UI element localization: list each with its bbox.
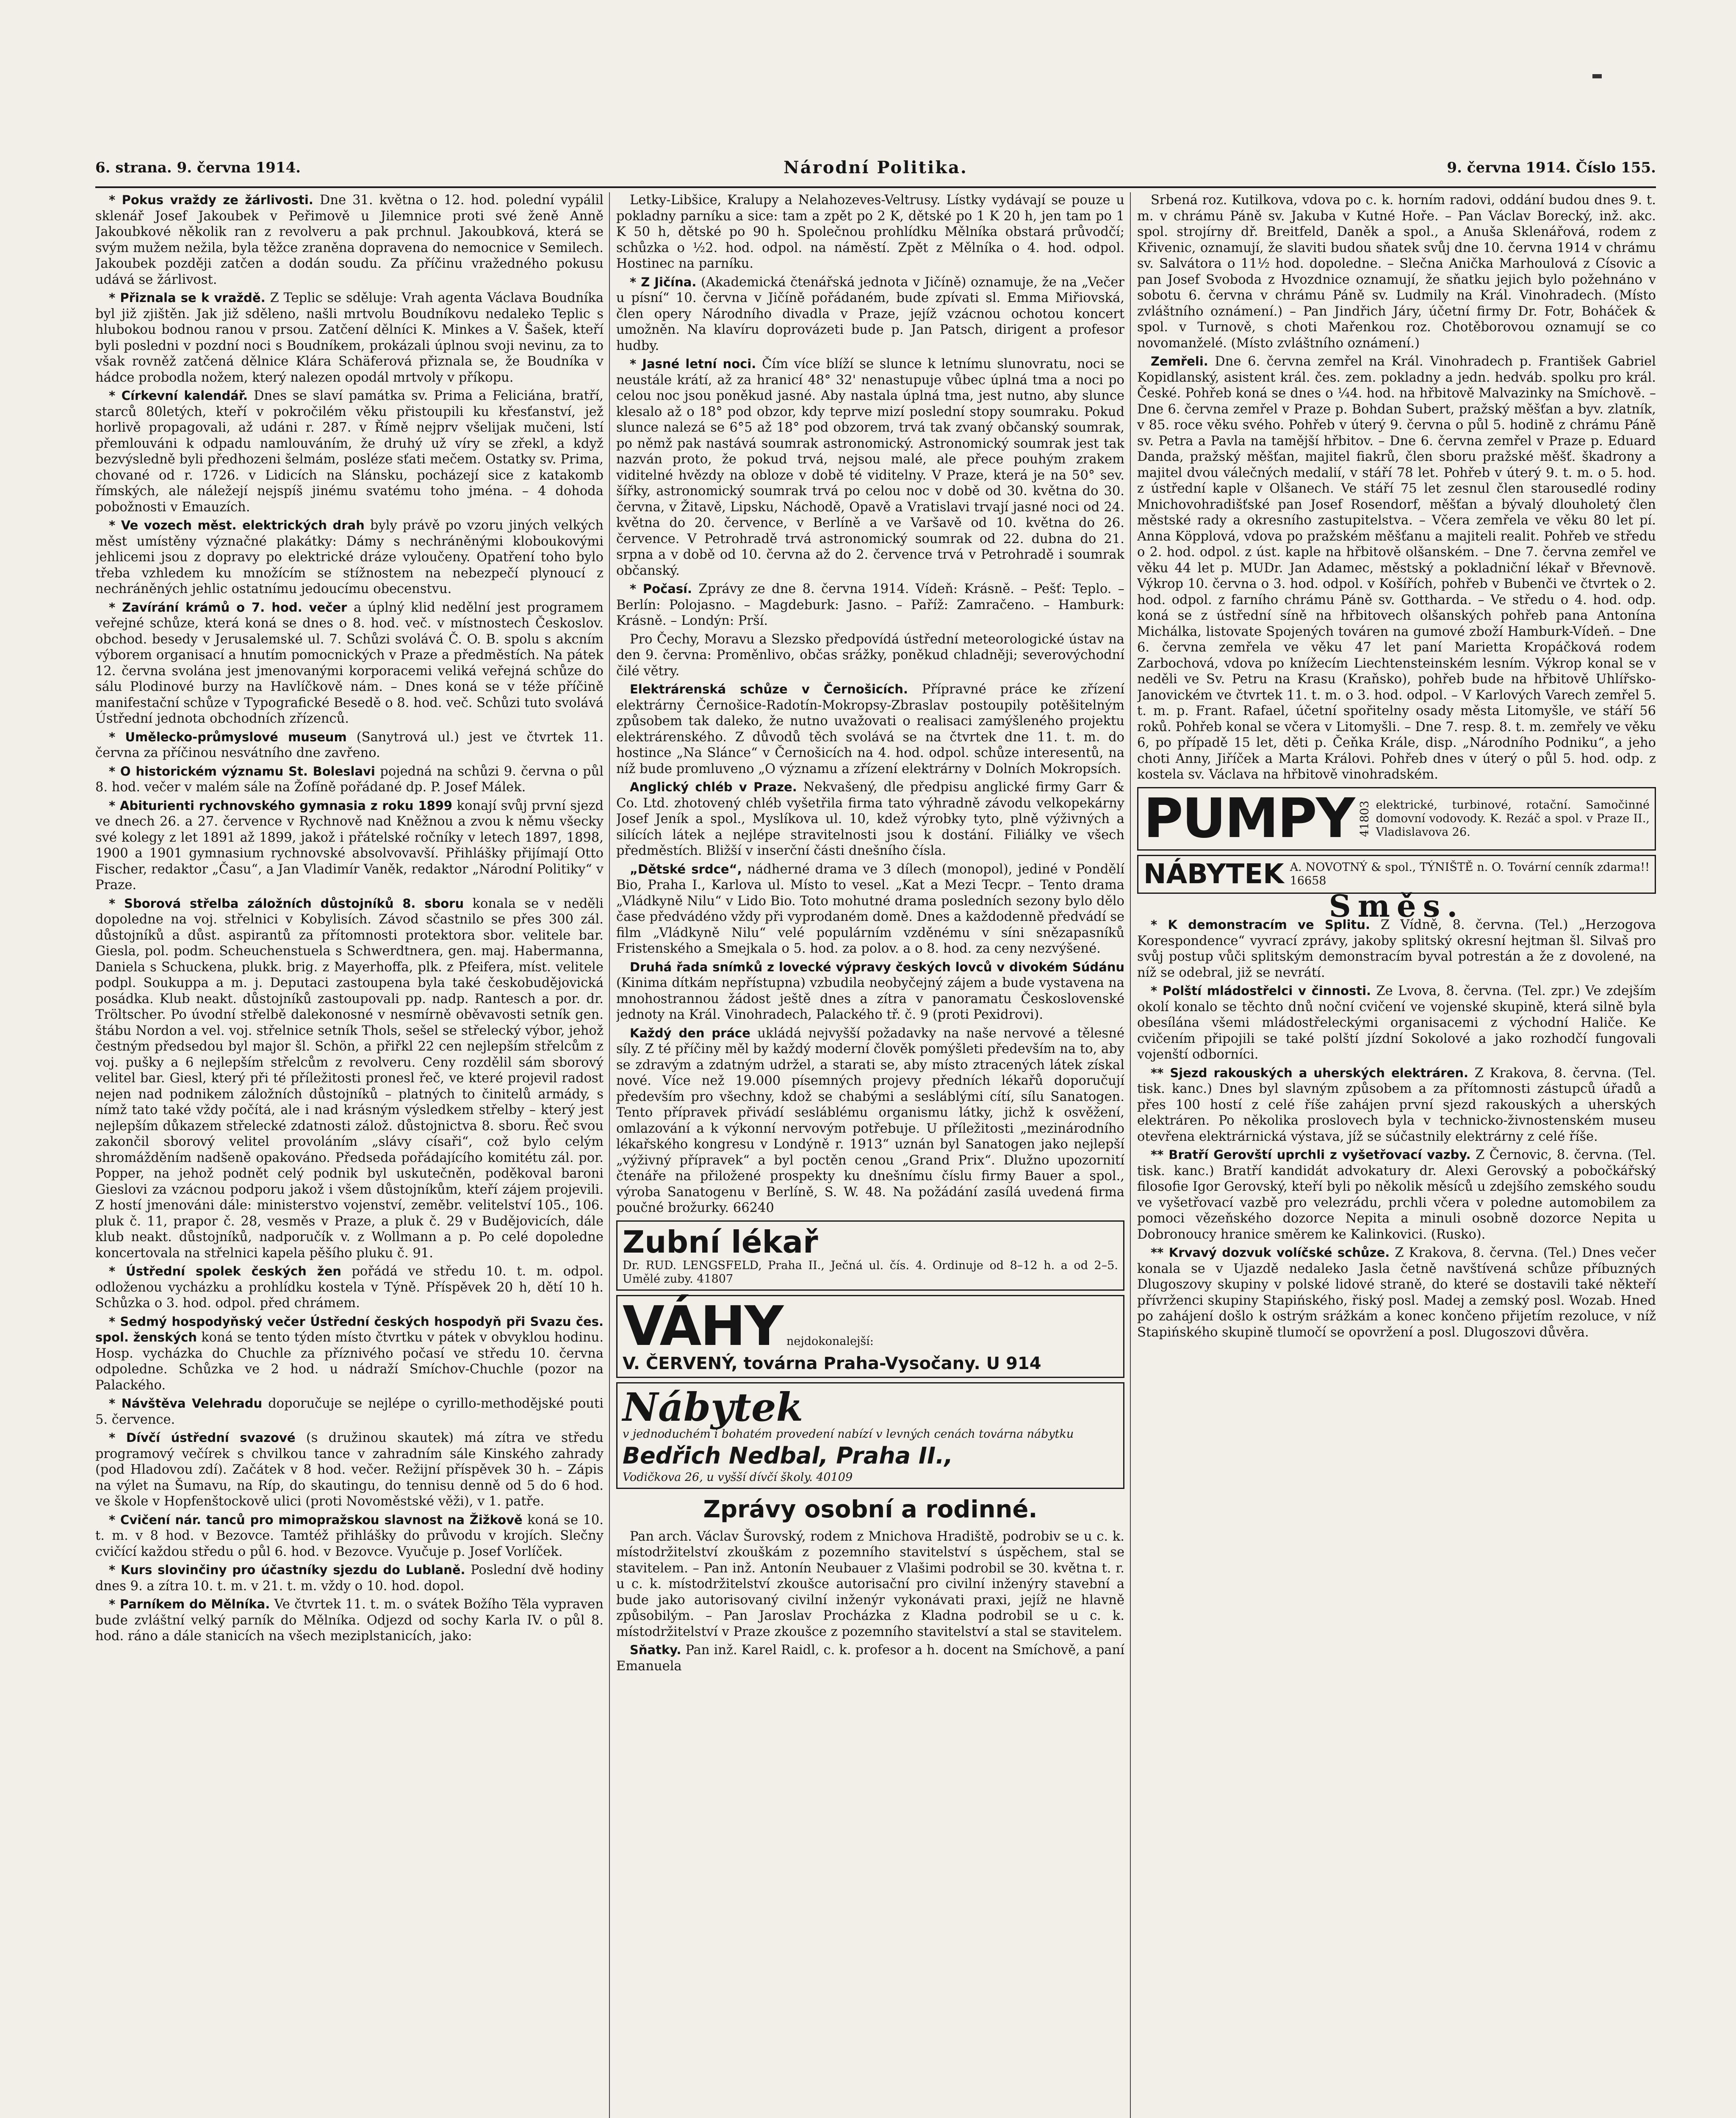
article: * Sedmý hospodyňský večer Ústřední českých hospodyň při Svazu čes. spol. ženských koná se tento týden místo čtvrtku v pátek v obvyklou hodinu. Hosp. vycházka do Chuchle za příznivého počasí ve středu 10. června odpoledne. Schůzka ve 2 hod. u nádraží Smíchov-Chuchle (pozor na Palackého. [95, 1314, 604, 1393]
article: * Cvičení nár. tanců pro mimopražskou slavnost na Žižkově koná se 10. t. m. v 8 hod. v Bezovce. Tamtéž přihlášky do průvodu v krojích. Slečny cvičící každou středu o půl 6. hod. v Bezovce. Vyučuje p. Josef Vorlíček. [95, 1512, 604, 1559]
article: * Církevní kalendář. Dnes se slaví památka sv. Prima a Feliciána, bratří, starců 80letých, kteří v pokročilém věku přistoupili ku křesťanství, jež horlivě propagovali, až udáni r. 287. v Římě nejprv všelijak mučeni, lstí přemlouváni k odpadu namlouváním, že druhý už víry se zřekl, a když bezvýsledně byli předhozeni šelmám, posléze sťati mečem. Ostatky sv. Prima, chované od r. 1726. v Lidicích na Slánsku, pocházejí sice z katakomb římských, ale náležejí nejspíš jinému svatému toho jména. – 4 dohoda pobožnosti v Emauzích. [95, 388, 604, 515]
margin-mark [1592, 74, 1602, 78]
article: * O historickém významu St. Boleslavi pojedná na schůzi 9. června o půl 8. hod. večer v malém sále na Žofíně pořádané dp. P. Josef Málek. [95, 764, 604, 795]
header-left: 6. strana. 9. června 1914. [95, 159, 301, 176]
ad-pumps-text: elektrické, turbinové, rotační. Samočinné domovní vodovody. K. Rezáč a spol. v Praze II., Vladislavova 26. [1376, 798, 1650, 839]
ad-furniture-firm: Bedřich Nedbal, Praha II., [623, 1442, 953, 1469]
article: Letky-Libšice, Kralupy a Nelahozeves-Veltrusy. Lístky vydávají se pouze u pokladny parníku a sice: tam a zpět po 2 K, dětské po 1 K 20 h, jen tam po 1 K 50 h, dětské po 90 h. Společnou prohlídku Mělníka obstará průvodčí; schůzka o ½2. hod. odpol. na náměstí. Zpět z Mělníka o 4. hod. odpol. Hostinec na parníku. [616, 193, 1124, 271]
column-1 [95, 192, 604, 2118]
article: * Jasné letní noci. Čím více blíží se slunce k letnímu slunovratu, noci se neustále krátí, až za hranicí 48° 32' nenastupuje vůbec úplná tma a noci po celou noc jsou poněkud jasné. Aby nastala úplná tma, jest nutno, aby slunce klesalo až o 18° pod obzor, kdy teprve mizí poslední stopy soumraku. Pokud slunce nalezá se 6°5 až 18° pod obzorem, trvá tak zvaný občanský soumrak, po němž pak nastává soumrak astronomický. Astronomický soumrak jest tak nazván proto, že pokud trvá, nejsou malé, ale přece pouhým zrakem viditelné hvězdy na obloze v době té viditelny. V Praze, která je na 50° sev. šířky, astronomický soumrak trvá po celou noc v době od 30. května do 30. června, v Žitavě, Lipsku, Náchodě, Opavě a Vratislavi trvají jasné noci od 24. května do 20. července, v Berlíně a ve Varšavě od 10. května do 26. července. V Petrohradě trvá astronomický soumrak od 22. dubna do 21. srpna a v době od 10. června až do 2. července trvá v Petrohradě i soumrak občanský. [616, 357, 1124, 578]
section-title: Směs. [1329, 887, 1465, 924]
article: Elektrárenská schůze v Černošicích. Přípravné práce ke zřízení elektrárny Černošice-Radotín-Mokropsy-Zbraslav postoupily potěšitelným způsobem tak daleko, že nutno uvažovati o realisaci zamýšleného projektu elektrárenského. Z důvodů těch svolává se na čtvrtek dne 11. t. m. do hostince „Na Slánce“ v Černošicích na 4. hod. odpol. schůze interesentů, na níž bude promluveno „O významu a zřízení elektrárny v Dolních Mokropsích. [616, 682, 1124, 776]
ad-dentist-text: Dr. RUD. LENGSFELD, Praha II., Ječná ul. čís. 4. Ordinuje od 8–12 h. a od 2–5. Umělé zuby. 41807 [623, 1259, 1118, 1286]
ad-dentist-heading: Zubní lékař [623, 1224, 818, 1260]
article: * Zavírání krámů o 7. hod. večer a úplný klid nedělní jest programem veřejné schůze, která koná se dnes o 8. hod. več. v místnostech Českoslov. obchod. besedy v Jerusalemské ul. 7. Schůzi svolává Č. O. B. spolu s akcním výborem organisací a hnutím pomocnických v Praze a předměstích. Na pátek 12. června svolána jest jmenovanými korporacemi veliká veřejná schůze do sálu Plodinové burzy na Havlíčkově nám. – Dnes koná se v téže příčině manifestační schůze v Typografické Besedě o 8. hod. več. Schůzi tuto svolává Ústřední jednota obchodních zřízenců. [95, 600, 604, 726]
article: * Návštěva Velehradu doporučuje se nejlépe o cyrillo-methodějské pouti 5. července. [95, 1396, 604, 1427]
ad-novotny-heading: NÁBYTEK [1143, 858, 1284, 890]
ad-novotny-text: A. NOVOTNÝ & spol., TÝNIŠTĚ n. O. Tovární cenník zdarma!! 16658 [1290, 860, 1650, 887]
ad-furniture-address: Vodičkova 26, u vyšší dívčí školy. 40109 [623, 1470, 853, 1484]
ad-pumps-number: 41803 [1358, 800, 1371, 837]
article: Anglický chléb v Praze. Nekvašený, dle předpisu anglické firmy Garr & Co. Ltd. zhotovený chléb vyšetřila firma tato výhradně závodu velkopekárny Josef Jeník a spol., Myslíkova ul. 10, kdež výrobky tyto, plně výživných a silících látek a nejlépe stravitelnosti jsou k dostání. Filiálky ve všech předměstích. Bližší v inserční části dnešního čísla. [616, 780, 1124, 858]
ad-scales [616, 1295, 1124, 1378]
article: * Pokus vraždy ze žárlivosti. Dne 31. května o 12. hod. polední vypálil sklenář Josef Jakoubek v Peřimově u Jilemnice proti své ženě Anně Jakoubkové několik ran z revolveru a pak prchnul. Jakoubková, která se svým mužem nežila, byla těžce zraněna dopravena do nemocnice v Semilech. Jakoubek později zatčen a dodán soudu. Za příčinu vražedného pokusu udává se žárlivost. [95, 193, 604, 287]
article: * Abiturienti rychnovského gymnasia z roku 1899 konají svůj první sjezd ve dnech 26. a 27. července v Rychnově nad Kněžnou a zvou k němu všecky své kolegy z let 1891 až 1899, jakož i přátelské ročníky v letech 1897, 1898, 1900 a 1901 gymnasium rychnovské absolvovavší. Přihlášky přijímají Otto Fischer, redaktor „Času“, a Jan Vladimír Vaněk, redaktor „Národní Politiky“ v Praze. [95, 798, 604, 893]
article: ** Bratří Gerovští uprchli z vyšetřovací vazby. Z Černovic, 8. června. (Tel. tisk. kanc.) Bratří kandidát advokatury dr. Alexi Gerovský a pobočkářský filosofie Igor Gerovský, kteří byli po několik měsíců u zdejšího zemského soudu ve vyšetřovací vazbě pro velezrádu, prchli včera v poledne automobilem za pomoci vězeňského dozorce Nepita a minuli osobně dozorce Nepita u Dobronoucy hranice směrem ke Kalinkovici. (Rusko). [1137, 1148, 1656, 1242]
article: Druhá řada snímků z lovecké výpravy českých lovců v divokém Súdánu (Kinima dítkám nepřístupna) vzbudila neobyčejný zájem a bude vystavena na mnohostrannou žádost ještě dnes a zítra v panoramatu Československé jednoty na Král. Vinohradech, Palackého tř. č. 9 (proti Pexidrovi). [616, 959, 1124, 1022]
ad-dentist [616, 1220, 1124, 1291]
article: * Dívčí ústřední svazové (s družinou skautek) má zítra ve středu programový večírek s chvilkou tance v zahradním sále Kinského zahrady (pod Hladovou zdí). Začátek v 8 hod. večer. Režijní příspěvek 30 h. – Zápis na výlet na Šumavu, na Ríp, do skautingu, do tennisu denně od 5 do 6 hod. ve škole v Hopfenštockově ulici (proti Novoměstské věži), v 1. patře. [95, 1430, 604, 1509]
article: * K demonstracím ve Splitu. Z Vídně, 8. června. (Tel.) „Herzogova Korespondence“ vyvrací zprávy, jakoby splitský okresní hejtman šl. Silvaš pro svůj postup vůči splitským demonstracím byval potrestán a že z dovolené, na níž se odebral, již se nevrátí. [1137, 918, 1656, 980]
column-separator [1130, 192, 1131, 2118]
ad-pumps-heading: PUMPY [1143, 787, 1354, 850]
ad-furniture-heading: Nábytek [623, 1384, 803, 1430]
header-rule [95, 186, 1656, 188]
article: * Parníkem do Mělníka. Ve čtvrtek 11. t. m. o svátek Božího Těla vypraven bude zvláštní velký parník do Mělníka. Odjezd od sochy Karla IV. o půl 8. hod. ráno a dále stanicích na všech meziplstanicích, jako: [95, 1597, 604, 1644]
ad-scales-small: nejdokonalejší: [786, 1334, 874, 1348]
article: Pan arch. Václav Šurovský, rodem z Mnichova Hradiště, podrobiv se u c. k. místodržitelství zkouškám z pozemního stavitelství s úspěchem, stal se stavitelem. – Pan inž. Antonín Neubauer z Vlašimi podrobil se 30. května t. r. u c. k. místodržitelství zkoušce autorisační pro civilní inženýry stavební a bude jako autorisovaný civilní inženýr vykonávati praxi, jejíž ne hlavně způsobilým. – Pan Jaroslav Procházka z Kladna podrobil se u c. k. místodržitelství v Praze zkoušce z pozemního stavitelství a stal se stavitelem. [616, 1529, 1124, 1639]
article: Srbená roz. Kutilkova, vdova po c. k. horním radovi, oddání budou dnes 9. t. m. v chrámu Páně sv. Jakuba v Kutné Hoře. – Pan Václav Borecký, inž. akc. spol. strojírny dř. Breitfeld, Daněk a spol., a Anuša Sklenářová, rodem z Křivenic, oznamují, že slaviti budou sňatek svůj dne 10. června 1914 v chrámu sv. Salvátora o 11½ hod. dopoledne. – Slečna Anička Marhoulová z Císovic a pan Josef Svoboda z Hvozdnice oznamují, že sňatku jejich bylo požehnáno v sobotu 6. června v chrámu Páně sv. Ludmily na Král. Vinohradech. (Místo zvláštního oznámení.) – Pan Jindřich Járy, účetní firmy Dr. Fotr, Boháček & spol. v Turnově, s choti Mařenkou roz. Chotěborovou oznamují se co novomanželé. (Místo zvláštního oznámení.) [1137, 193, 1656, 351]
article: * Kurs slovinčiny pro účastníky sjezdu do Lublaně. Poslední dvě hodiny dnes 9. a zítra 10. t. m. v 21. t. m. vždy o 10. hod. dopol. [95, 1563, 604, 1594]
article: * Počasí. Zprávy ze dne 8. června 1914. Vídeň: Krásně. – Pešť: Teplo. – Berlín: Polojasno. – Magdeburk: Jasno. – Paříž: Zamračeno. – Hamburk: Krásně. – Londýn: Prší. [616, 582, 1124, 628]
article: * Sborová střelba záložních důstojníků 8. sboru konala se v neděli dopoledne na voj. střelnici v Kobylisích. Závod sčastnilo se přes 300 zál. důstojníků a důst. aspirantů za přítomnosti protektora sbor. velitele bar. Giesla, pol. podm. Scheuchenstuela s Schwerdtnera, gen. maj. Habermanna, Daniela s Schuckena, plukk. brig. z Mayerhoffa, plk. z Pfeifera, míst. velitele podpl. Soukuppa a m. j. Deputaci zastoupena byla také českobudějovická posádka. Klub neakt. důstojníků zastoupovali pp. nadp. Rantesch a por. dr. Tröltscher. Po úvodní střelbě dalekonosné v nesmírně oběvavosti setník gen. štábu Nordon a vel. voj. střelnice setník Thols, sešel se střelecký výbor, jehož čestným předsedou byl major šl. Schön, a přiřkl 22 cen nejlepším střelcům z voj. pušky a 6 nejlepším střelcům z revolveru. Ceny rozdělil sám sborový velitel bar. Giesl, který při té příležitosti pronesl řeč, ve které projevil radost nejen nad podnikem záložních důstojníků – platných to činitelů armády, s nímž tato také vždy počítá, ale i nad krásným výsledkem střelby – který jest nejlepším důkazem střelecké zdatnosti zálož. důstojnictva 8. sboru. Řeč svou zakončil sborový velitel provoláním „slávy císaři“, což bylo celým shromážděním nadšeně opakováno. Předseda pořádajícího komitétu zál. por. Popper, na jehož podnět celý podnik byl uskutečněn, poděkoval baroni Gieslovi za vzácnou podporu jakož i všem důstojníkům, kteří zájem projevili. Z hostí jmenováni dále: ministerstvo vojenství, zeměbr. velitelství 105., 106. pluk č. 11, prapor č. 28, vesměs v Praze, a pluk č. 29 v Budějovicích, dále klub neakt. důstojníků, nadporučík v. z Wollmann a p. Po celé dopoledne koncertovala na střelnici kapela pěšího pluku č. 91. [95, 896, 604, 1261]
page-header [95, 158, 1656, 183]
header-right: 9. června 1914. Číslo 155. [1447, 159, 1656, 176]
article: ** Sjezd rakouských a uherských elektráren. Z Krakova, 8. června. (Tel. tisk. kanc.) Dnes byl slavným způsobem a za přítomnosti zástupců úřadů a přes 100 hostí z celé říše zahájen první sjezd rakouských a uherských elektráren. Po několika proslovech byla v technicko-živnostenském museu otevřena elektrárnická výstava, jíž se súčastnily elektrárny z celé říše. [1137, 1065, 1656, 1144]
article: * Z Jičína. (Akademická čtenářská jednota v Jičíně) oznamuje, že na „Večer u písní“ 10. června v Jičíně pořádaném, bude zpívati sl. Emma Miřiovská, člen opery Národního divadla v Praze, jejíž vzácnou ochotou koncert umožněn. Na klavíru doprovázeti bude p. Jan Patsch, dirigent a profesor hudby. [616, 274, 1124, 353]
article: „Dětské srdce“, nádherné drama ve 3 dílech (monopol), jediné v Pondělí Bio, Praha I., Karlova ul. Místo to vesel. „Kat a Mezi Tecpr. – Tento drama „Vládkyně Nilu“ v Lido Bio. Toto mohutné drama posledních sezony bylo dělo čase předvádéno vždy při vyprodaném domě. Dnes a každodenně předvádí se film „Vládkyně Nilu“ velé populárním vzděnému v síni snězapasníků Fristenského a Smejkala o 5. hod. za polov. a o 8. hod. za ceny nezvýšené. [616, 862, 1124, 956]
article: Zemřeli. Dne 6. června zemřel na Král. Vinohradech p. František Gabriel Kopidlanský, asistent král. čes. zem. pokladny a jedn. hedváb. spolku pro král. České. Pohřeb koná se dnes o ¼4. hod. na hřbitově Malvazinky na Smíchově. – Dne 6. června zemřel v Praze p. Bohdan Subert, pražský měšťan a byv. zlatník, v 85. roce věku svého. Pohřeb v úterý 9. června o půl 5. hodině z chrámu Páně sv. Petra a Pavla na tamější hřbitov. – Dne 6. června zemřel v Praze p. Eduard Danda, pražský měšťan, majitel fiakrů, člen sboru pražské měšť. škadrony a majitel dvou válečných medalií, v stáří 78 let. Pohřeb v úterý 9. t. m. o 5. hod. z ústřední kaple v Olšanech. Ve stáří 75 let zesnul člen starousedlé rodiny Mnichovohradišťské pan Josef Rosendorf, měšťan a bývalý dlouholetý člen městské rady a okresního zastupitelstva. – Včera zemřela ve věku 80 let pí. Anna Köpplová, vdova po pražském měšťanu a majiteli realit. Pohřeb ve středu o 2. hod. odpol. z úst. kaple na hřbitově olšanském. – Dne 7. června zemřel ve věku 44 let p. MUDr. Jan Adamec, městský a pokladniční lékař v Břevnově. Výkrop 10. června o 3. hod. odpol. v Košířích, pohřeb v Bubenči ve čtvrtek o 2. hod. odpol. z farního chrámu Páně sv. Gottharda. – Ve středu o 4. hod. odp. koná se z ústřední síně na hřbitovech olšanských pohřeb pana Antonína Michálka, listovate Spojených továren na gumové zboží Hamburk-Vídeň. – Dne 6. června zemřela ve věku 47 let paní Marietta Kropáčková rodem Zarbochová, vdova po knížecím Liechtensteinském lesním. Výkrop konal se v neděli ve Sv. Petru na Krasu (Kraňsko), pohřeb bude na hřbitově Uhlířsko-Janovickém ve čtvrtek 11. t. m. o 3. hod. odpol. – V Karlových Varech zemřel 5. t. m. p. Frant. Rafael, účetní spořitelny osady města Litomyšle, ve stáří 56 roků. Pohřeb konal se včera v Litomyšli. – Dne 7. resp. 8. t. m. zemřely ve věku 6, po případě 15 let, děti p. Čeňka Krále, disp. „Národního Podniku“, a jeho choti Anny, Jiříček a Marta Královi. Pohřeb dnes v úterý o půl 5. hod. odp. z kostela sv. Václava na hřbitově vinohradském. [1137, 354, 1656, 782]
column-3 [1137, 192, 1656, 2118]
section-title: Zprávy osobní a rodinné. [703, 1495, 1038, 1523]
article: ** Krvavý dozvuk volíčské schůze. Z Krakova, 8. června. (Tel.) Dnes večer konala se v Ujazdě nedaleko Jasla četně navštívená schůze příbuzných Dlugoszovy skupiny v polské lidové straně, do které se dostavili také někteří přívrženci skupiny Stapińského, řiský posl. Madej a zemský posl. Wozab. Hned po zahájení došlo k ostrým srážkám a konec končeno přijetím rezoluce, v níž Stapińského skupině tlumočí se opovržení a posl. Dlugoszovi důvěra. [1137, 1245, 1656, 1340]
ad-pumps [1137, 787, 1656, 851]
masthead-title: Národní Politika. [784, 158, 968, 177]
column-separator [609, 192, 610, 2118]
ad-furniture-nedbal [616, 1382, 1124, 1489]
article: Sňatky. Pan inž. Karel Raidl, c. k. profesor a h. docent na Smíchově, a paní Emanuela [616, 1643, 1124, 1674]
article: * Polští mládostřelci v činnosti. Ze Lvova, 8. června. (Tel. zpr.) Ve zdejším okolí konalo se těchto dnů noční cvičení ve vojenské skupině, která silně byla obesílána všemi mládostřeleckými organisacemi z východní Haliče. Ke cvičením připojili se také polští jízdní Sokolové a jako rozhodčí fungovali vojenští odborníci. [1137, 984, 1656, 1062]
article: * Umělecko-průmyslové museum (Sanytrová ul.) jest ve čtvrtek 11. června za příčinou nesvátního dne zavřeno. [95, 729, 604, 760]
article: Každý den práce ukládá nejvyšší požadavky na naše nervové a tělesné síly. Z té příčiny měl by každý moderní člověk pomýšleti především na to, aby se zdravým a zdatným udržel, a starati se, aby místo ztracených látek získal nové. Více než 19.000 písemných projevy předních lékařů doporučují především pro všechny, kdož se chabými a sesláblými cítí, sílu Sanatogen. Tento přípravek přivádí sesláblému organismu látky, jichž k osvěžení, omlazování a k výkonní nervovým potřebuje. U příležitosti „mezinárodního lékařského kongresu v Londýně r. 1913“ uznán byl Sanatogen jako nejlepší „výživný přípravek“ a byl poctěn cenou „Grand Prix“. Dlužno upozornití čtenáře na přiložené prospekty ku dnešnímu číslu firmy Bauer a spol., výroba Sanatogenu v Berlíně, S. W. 48. Na požádání zasílá uvedená firma poučné brožurky. 66240 [616, 1026, 1124, 1215]
article: Pro Čechy, Moravu a Slezsko předpovídá ústřední meteorologické ústav na den 9. června: Proměnlivo, občas srážky, poněkud chladněji; severovýchodní čilé větry. [616, 632, 1124, 679]
column-2 [616, 192, 1124, 2118]
ad-scales-heading: VÁHY [623, 1295, 783, 1358]
article: * Ve vozech měst. elektrických drah byly právě po vzoru jiných velkých měst umístěny význačné plakátky: Dámy s nechráněnými kloboukovými jehlicemi jsou z dopravy po elektrické dráze vyloučeny. Opatření toho bylo třeba vzhledem ku množícím se stížnostem na nebezpečí plynoucí z nechráněných jehlic ostatnímu jedoucímu obecenstvu. [95, 518, 604, 596]
article: * Ústřední spolek českých žen pořádá ve středu 10. t. m. odpol. odloženou vycházku a prohlídku kostela v Týně. Příspěvek 20 h, dětí 10 h. Schůzka o 3. hod. odpol. před chrámem. [95, 1264, 604, 1311]
ad-scales-name: V. ČERVENÝ, továrna Praha-Vysočany. U 914 [623, 1353, 1041, 1373]
ad-furniture-text: v jednoduchém i bohatém provedení nabízí v levných cenách továrna nábytku [623, 1427, 1074, 1441]
article: * Přiznala se k vraždě. Z Teplic se sděluje: Vrah agenta Václava Boudníka byl již zjištěn. Jak již sděleno, našli mrtvolu Boudníkovu nedaleko Teplic s hlubokou bodnou ranou v prsou. Zatčení dělníci K. Minkes a V. Šašek, kteří byli posledni v pozdní noci s Boudníkem, prokázali úplnou svoji nevinu, za to však rovněž zatčená dělnice Klára Schäferová přiznala se, že Boudníka v hádce probodla nožem, který nalezen opodál mrtvoly v příkopu. [95, 291, 604, 385]
